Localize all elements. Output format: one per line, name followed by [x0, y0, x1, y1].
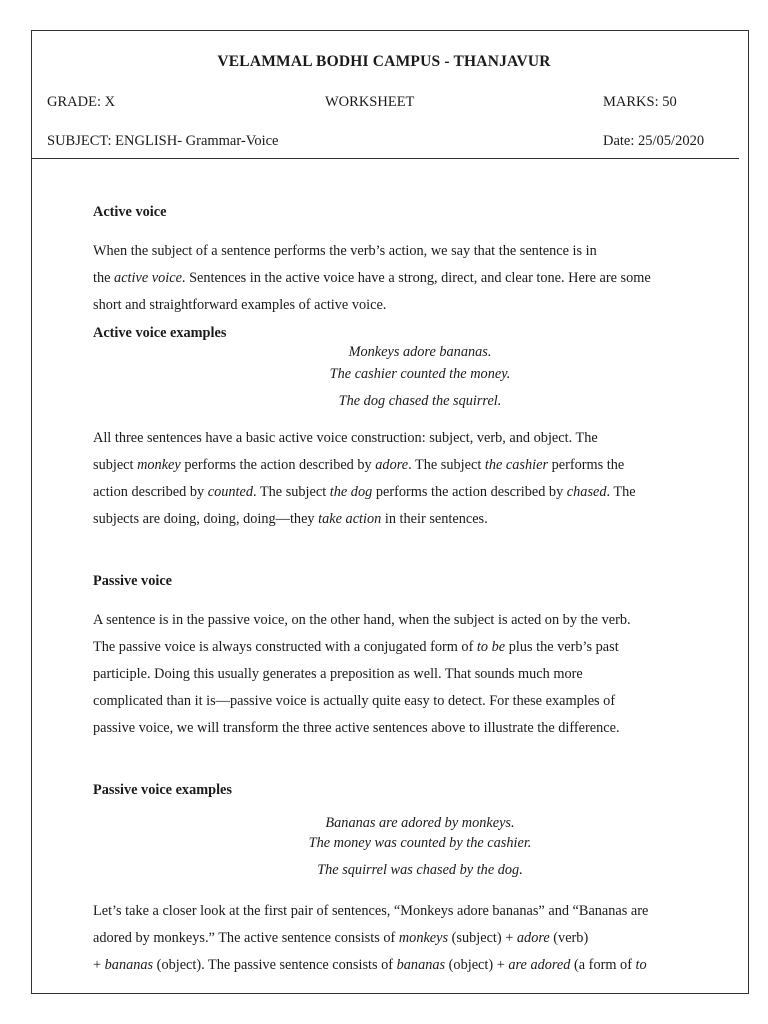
text-run: (a form of: [570, 957, 636, 973]
subject-label: SUBJECT: ENGLISH- Grammar-Voice: [47, 133, 279, 149]
text-run: (object) +: [445, 957, 509, 973]
text-run: Let’s take a closer look at the first pair of sentences, “Monkeys adore bananas” and “Bananas are: [93, 903, 649, 919]
passive-voice-paragraph: [93, 607, 749, 742]
passive-examples-heading: Passive voice examples: [93, 782, 232, 798]
text-run: subject: [93, 457, 138, 473]
italic-term: to be: [476, 639, 506, 655]
paragraph-line: [93, 925, 749, 952]
paragraph-line: [93, 265, 749, 292]
text-run: action described by: [93, 484, 208, 500]
active-example-3: The dog chased the squirrel.: [338, 393, 502, 409]
italic-term: take action: [318, 511, 382, 527]
text-run: complicated than it is—passive voice is actually quite easy to detect. For these examples of: [93, 693, 616, 709]
paragraph-line: [93, 607, 749, 634]
paragraph-line: [93, 238, 749, 265]
worksheet-label: WORKSHEET: [325, 94, 415, 110]
italic-term: adore: [375, 457, 409, 473]
text-run: . The subject: [408, 457, 485, 473]
paragraph-line: [93, 715, 749, 742]
passive-example-3: The squirrel was chased by the dog.: [317, 862, 523, 878]
paragraph-line: [93, 452, 749, 479]
text-run: in their sentences.: [381, 511, 488, 527]
italic-term: active voice: [114, 270, 182, 286]
active-explanation-paragraph: [93, 425, 749, 533]
paragraph-line: [93, 292, 749, 319]
text-run: plus the verb’s past: [505, 639, 619, 655]
italic-term: are adored: [508, 957, 571, 973]
paragraph-line: [93, 661, 749, 688]
paragraph-line: [93, 634, 749, 661]
paragraph-line: [93, 506, 749, 533]
text-run: +: [93, 957, 105, 973]
active-example-1: Monkeys adore bananas.: [348, 344, 492, 360]
italic-term: monkeys: [398, 930, 449, 946]
text-run: (object). The passive sentence consists of: [153, 957, 397, 973]
text-run: short and straightforward examples of active voice.: [93, 297, 387, 313]
paragraph-line: [93, 688, 749, 715]
passive-explanation-paragraph: [93, 898, 749, 979]
grade-label: GRADE: X: [47, 94, 116, 110]
date-label: Date: 25/05/2020: [603, 133, 705, 149]
paragraph-line: [93, 479, 749, 506]
paragraph-line: [93, 952, 749, 979]
text-run: performs the action described by: [372, 484, 567, 500]
paragraph-line: [93, 425, 749, 452]
text-run: (verb): [549, 930, 589, 946]
text-run: . The subject: [253, 484, 330, 500]
text-run: subjects are doing, doing, doing—they: [93, 511, 319, 527]
paragraph-line: [93, 898, 749, 925]
text-run: participle. Doing this usually generates a preposition as well. That sounds much more: [93, 666, 583, 682]
header-divider: [31, 158, 739, 159]
italic-term: the cashier: [484, 457, 549, 473]
passive-voice-heading: Passive voice: [93, 573, 173, 589]
italic-term: the dog: [329, 484, 373, 500]
text-run: . Sentences in the active voice have a strong, direct, and clear tone. Here are some: [181, 270, 651, 286]
text-run: the: [93, 270, 115, 286]
text-run: A sentence is in the passive voice, on the other hand, when the subject is acted on by the verb.: [93, 612, 631, 628]
text-run: passive voice, we will transform the three active sentences above to illustrate the difference.: [93, 720, 620, 736]
text-run: The passive voice is always constructed with a conjugated form of: [93, 639, 477, 655]
passive-example-1: Bananas are adored by monkeys.: [325, 815, 515, 831]
active-voice-heading: Active voice: [93, 204, 167, 220]
text-run: All three sentences have a basic active voice construction: subject, verb, and object. The: [93, 430, 598, 446]
italic-term: to: [635, 957, 647, 973]
italic-term: counted: [207, 484, 253, 500]
active-example-2: The cashier counted the money.: [329, 366, 511, 382]
marks-label: MARKS: 50: [603, 94, 677, 110]
text-run: adored by monkeys.” The active sentence consists of: [93, 930, 399, 946]
text-run: performs the action described by: [180, 457, 376, 473]
text-run: (subject) +: [448, 930, 517, 946]
text-run: performs the: [548, 457, 625, 473]
active-voice-paragraph: [93, 238, 749, 319]
italic-term: bananas: [104, 957, 154, 973]
italic-term: adore: [516, 930, 550, 946]
italic-term: chased: [566, 484, 607, 500]
italic-term: bananas: [396, 957, 446, 973]
text-run: . The: [606, 484, 636, 500]
active-examples-heading: Active voice examples: [93, 325, 227, 341]
italic-term: monkey: [137, 457, 181, 473]
text-run: When the subject of a sentence performs the verb’s action, we say that the sentence is in: [93, 243, 597, 259]
passive-example-2: The money was counted by the cashier.: [308, 835, 532, 851]
school-name: VELAMMAL BODHI CAMPUS - THANJAVUR: [217, 53, 551, 70]
